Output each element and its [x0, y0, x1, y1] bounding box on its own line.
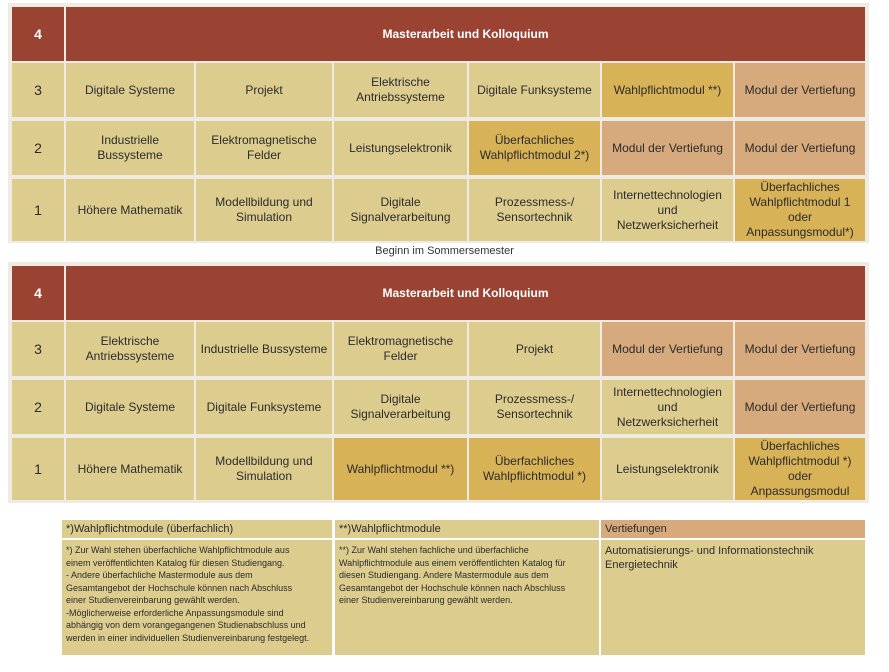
module-cell: Digitale Funksysteme — [469, 63, 600, 117]
module-cell: Wahlpflichtmodul **) — [602, 63, 733, 117]
module-cell: Elektrische Antriebssysteme — [334, 63, 467, 117]
semester-label: 1 — [12, 438, 64, 500]
module-cell: Elektrische Antriebssysteme — [66, 322, 194, 376]
module-cell: Wahlpflichtmodul **) — [334, 438, 467, 500]
module-cell: Höhere Mathematik — [66, 179, 194, 241]
module-cell: Digitale Funksysteme — [196, 380, 332, 434]
legend-line: Energietechnik — [605, 559, 678, 571]
semester-label: 2 — [12, 380, 64, 434]
legend-line: Gesamtangebot der Hochschule können nach Abschluss — [66, 582, 293, 593]
semester-label: 1 — [12, 179, 64, 241]
module-cell: Industrielle Bussysteme — [196, 322, 332, 376]
legend-line: Wahlpflichtmodule aus einem veröffentlichten Katalog für — [339, 557, 566, 568]
module-cell: Internettechnologien und Netzwerksicherheit — [602, 179, 733, 241]
legend-line: - Andere überfachliche Mastermodule aus dem — [66, 570, 253, 580]
module-cell: Modul der Vertiefung — [735, 63, 865, 117]
legend-title-elective: **)Wahlpflichtmodule — [335, 520, 599, 538]
legend-text-specializations — [601, 540, 865, 655]
semester-label: 2 — [12, 121, 64, 175]
module-cell: Überfachliches Wahlpflichtmodul 1 oder Anpassungsmodul*) — [735, 179, 865, 241]
module-cell: Leistungselektronik — [334, 121, 467, 175]
module-cell: Modul der Vertiefung — [602, 322, 733, 376]
module-cell: Projekt — [196, 63, 332, 117]
semester-label: 4 — [12, 266, 64, 320]
module-cell: Modul der Vertiefung — [735, 322, 865, 376]
module-cell: Digitale Signalverarbeitung — [334, 380, 467, 434]
module-cell: Digitale Systeme — [66, 380, 194, 434]
legend-text-elective-general — [62, 540, 332, 655]
semester-label: 4 — [12, 7, 64, 61]
module-cell: Modellbildung und Simulation — [196, 179, 332, 241]
module-cell: Modul der Vertiefung — [735, 380, 865, 434]
legend-line: einer Studienvereinbarung gewählt werden. — [339, 595, 513, 605]
legend-text-elective — [335, 540, 599, 655]
module-cell: Überfachliches Wahlpflichtmodul *) oder Anpassungsmodul — [735, 438, 865, 500]
module-cell: Überfachliches Wahlpflichtmodul *) — [469, 438, 600, 500]
module-cell: Projekt — [469, 322, 600, 376]
thesis-bar: Masterarbeit und Kolloquium — [66, 266, 865, 320]
module-cell: Modellbildung und Simulation — [196, 438, 332, 500]
study-plan-winter — [8, 3, 869, 243]
module-cell: Modul der Vertiefung — [735, 121, 865, 175]
study-plan-summer — [8, 262, 869, 503]
legend-line: einem veröffentlichten Katalog für diesen Studiengang. — [66, 557, 285, 568]
module-cell: Überfachliches Wahlpflichtmodul 2*) — [469, 121, 600, 175]
module-cell: Leistungselektronik — [602, 438, 733, 500]
legend-line: Automatisierungs- und Informationstechnik — [605, 545, 814, 557]
start-caption: Beginn im Sommersemester — [375, 245, 514, 257]
module-cell: Höhere Mathematik — [66, 438, 194, 500]
semester-label: 3 — [12, 322, 64, 376]
legend-line: diesen Studiengang. Andere Mastermodule aus dem — [339, 570, 549, 580]
legend-title-elective-general: *)Wahlpflichtmodule (überfachlich) — [62, 520, 332, 538]
legend-line: abhängig von dem vorangegangenen Studienabschluss und — [66, 620, 306, 630]
legend-line: *) Zur Wahl stehen überfachliche Wahlpflichtmodule aus — [66, 545, 290, 555]
module-cell: Elektromagnetische Felder — [196, 121, 332, 175]
module-cell: Prozessmess-/ Sensortechnik — [469, 179, 600, 241]
module-cell: Digitale Signalverarbeitung — [334, 179, 467, 241]
legend-line: werden in einer individuellen Studienvereinbarung festgelegt. — [66, 632, 310, 643]
semester-label: 3 — [12, 63, 64, 117]
legend-line: einer Studienvereinbarung gewählt werden. — [66, 595, 240, 605]
module-cell: Modul der Vertiefung — [602, 121, 733, 175]
module-cell: Digitale Systeme — [66, 63, 194, 117]
legend-line: **) Zur Wahl stehen fachliche und überfachliche — [339, 545, 529, 555]
thesis-bar: Masterarbeit und Kolloquium — [66, 7, 865, 61]
module-cell: Elektromagnetische Felder — [334, 322, 467, 376]
legend-line: -Möglicherweise erforderliche Anpassungsmodule sind — [66, 607, 284, 618]
module-cell: Internettechnologien und Netzwerksicherheit — [602, 380, 733, 434]
module-cell: Industrielle Bussysteme — [66, 121, 194, 175]
module-cell: Prozessmess-/ Sensortechnik — [469, 380, 600, 434]
legend-line: Gesamtangebot der Hochschule können nach Abschluss — [339, 582, 566, 593]
legend-title-specializations: Vertiefungen — [601, 520, 865, 538]
